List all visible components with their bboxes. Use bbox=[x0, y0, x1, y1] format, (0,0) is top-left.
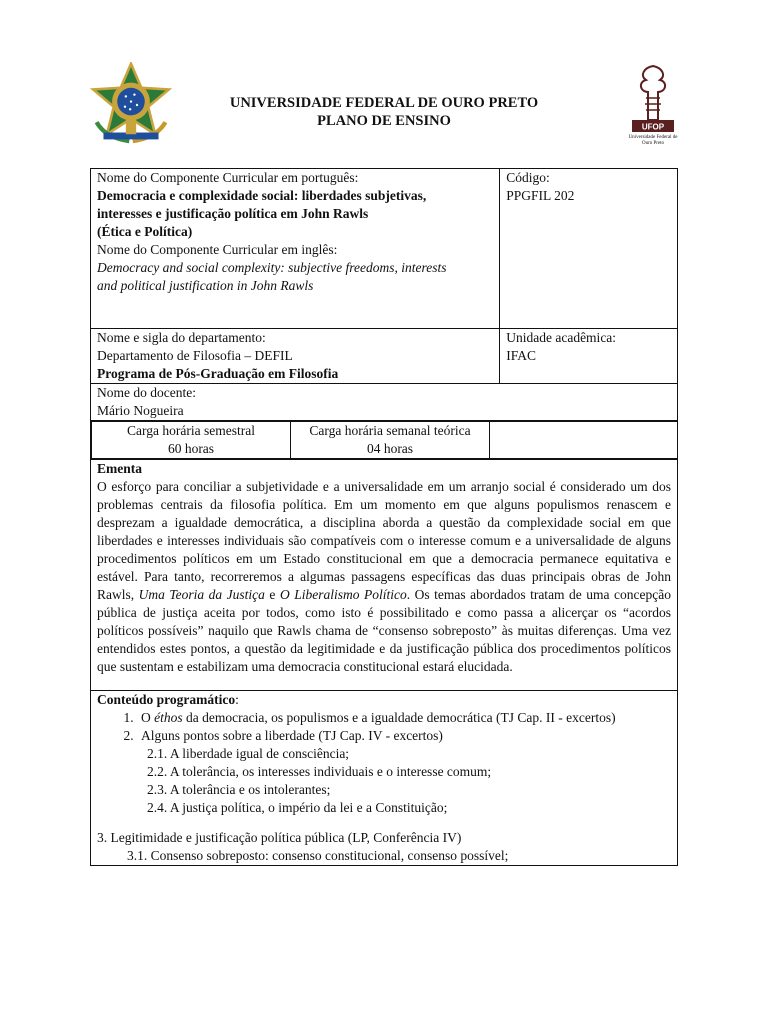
conteudo-item-1 bbox=[137, 709, 671, 727]
ufop-caption: Universidade Federal de Ouro Preto bbox=[628, 135, 678, 146]
item1-post: da democracia, os populismos e a igualdade democrática (TJ Cap. II - excertos) bbox=[182, 710, 616, 725]
plan-title: PLANO DE ENSINO bbox=[317, 113, 451, 129]
ementa-p1: O esforço para conciliar a subjetividade e a universalidade em um arranjo social é considerado um dos problemas centrais da filosofia política. Em um momento em que alguns populismos renascem e desprezam a igualdade democrática, a disciplina aborda a questão da complexidade social em que liberdades e interesses individuais são compatíveis com o interesse comum e a universalidade de alguns procedimentos políticos em um Estado constitucional em que a democracia permanece equitativa e estável. Para tanto, recorreremos a algumas passagens específicas das duas principais obras de John Rawls, bbox=[97, 479, 671, 602]
row-conteudo bbox=[91, 691, 678, 866]
codigo-value: PPGFIL 202 bbox=[506, 188, 575, 203]
label-carga-semestral: Carga horária semestral bbox=[127, 423, 255, 438]
plan-table bbox=[90, 168, 678, 866]
nome-pt-line1: Democracia e complexidade social: liberdades subjetivas, bbox=[97, 188, 427, 203]
programa-value: Programa de Pós-Graduação em Filosofia bbox=[97, 366, 339, 381]
label-conteudo: Conteúdo programático bbox=[97, 692, 236, 707]
row-ementa bbox=[91, 460, 678, 691]
carga-empty-cell bbox=[490, 422, 678, 459]
cell-componente-nome bbox=[91, 169, 500, 329]
carga-semestral-value: 60 horas bbox=[167, 441, 215, 456]
conteudo-colon: : bbox=[235, 692, 239, 707]
unidade-value: IFAC bbox=[506, 348, 536, 363]
sub-item: 2.4. A justiça política, o império da lei e a Constituição; bbox=[147, 800, 448, 815]
label-codigo: Código: bbox=[506, 170, 550, 185]
carga-semanal-value: 04 horas bbox=[366, 441, 414, 456]
carga-semestral-cell bbox=[92, 422, 291, 459]
conteudo-item-2 bbox=[137, 727, 671, 745]
sub-item: 2.2. A tolerância, os interesses individuais e o interesse comum; bbox=[147, 764, 492, 779]
conteudo-heading bbox=[97, 691, 671, 709]
university-name: UNIVERSIDADE FEDERAL DE OURO PRETO bbox=[229, 95, 539, 111]
ufop-logo-text: UFOP bbox=[641, 122, 665, 132]
departamento-value: Departamento de Filosofia – DEFIL bbox=[97, 348, 293, 363]
cell-unidade bbox=[500, 329, 678, 384]
cell-conteudo bbox=[91, 691, 678, 866]
carga-semanal-cell bbox=[291, 422, 490, 459]
label-unidade: Unidade acadêmica: bbox=[506, 330, 617, 345]
cell-codigo bbox=[500, 169, 678, 329]
ementa-and: e bbox=[264, 587, 280, 602]
ementa-book2: O Liberalismo Político bbox=[279, 587, 407, 602]
cell-carga bbox=[91, 421, 678, 460]
row-carga bbox=[91, 421, 678, 460]
label-ementa: Ementa bbox=[97, 461, 142, 476]
cell-departamento bbox=[91, 329, 500, 384]
label-nome-en: Nome do Componente Curricular em inglês: bbox=[97, 242, 338, 257]
label-carga-semanal: Carga horária semanal teórica bbox=[309, 423, 471, 438]
item2-text: Alguns pontos sobre a liberdade (TJ Cap. IV - excertos) bbox=[141, 728, 443, 743]
document-header bbox=[0, 0, 768, 160]
row-departamento bbox=[91, 329, 678, 384]
item1-em: éthos bbox=[154, 710, 183, 725]
ementa-book1: Uma Teoria da Justiça bbox=[138, 587, 265, 602]
row-componente bbox=[91, 169, 678, 329]
row-docente bbox=[91, 384, 678, 421]
nome-en-line2: and political justification in John Rawls bbox=[97, 278, 314, 293]
nome-pt-line3: (Ética e Política) bbox=[97, 224, 193, 239]
ementa-text bbox=[97, 478, 671, 676]
sub-item: 2.1. A liberdade igual de consciência; bbox=[147, 746, 350, 761]
sub-item: 2.3. A tolerância e os intolerantes; bbox=[147, 782, 331, 797]
ementa-p2: . Os temas abordados tratam de uma concepção pública de justiça aceita por todos, como isto é possibilitado e como passa a alicerçar os “acordos políticos possíveis” naquilo que Rawls chama de “consenso sobreposto” às muitas diferenças. Uma vez entendidos estes pontos, a questão da legitimidade e da justificação pública dos procedimentos políticos que sustentam e estabilizam uma democracia constitucional estará elucidada. bbox=[97, 587, 672, 674]
label-docente: Nome do docente: bbox=[97, 385, 196, 400]
carga-table bbox=[91, 421, 677, 459]
label-nome-pt: Nome do Componente Curricular em português: bbox=[97, 170, 359, 185]
cell-ementa bbox=[91, 460, 678, 691]
conteudo-list bbox=[97, 709, 671, 745]
sub-item: 3.1. Consenso sobreposto: consenso constitucional, consenso possível; bbox=[127, 848, 509, 863]
docente-value: Mário Nogueira bbox=[97, 403, 184, 418]
conteudo-item-3: 3. Legitimidade e justificação política pública (LP, Conferência IV) bbox=[97, 830, 462, 845]
cell-docente bbox=[91, 384, 678, 421]
nome-en-line1: Democracy and social complexity: subjective freedoms, interests bbox=[97, 260, 447, 275]
label-departamento: Nome e sigla do departamento: bbox=[97, 330, 266, 345]
nome-pt-line2: interesses e justificação política em John Rawls bbox=[97, 206, 369, 221]
item1-pre: O bbox=[141, 710, 155, 725]
